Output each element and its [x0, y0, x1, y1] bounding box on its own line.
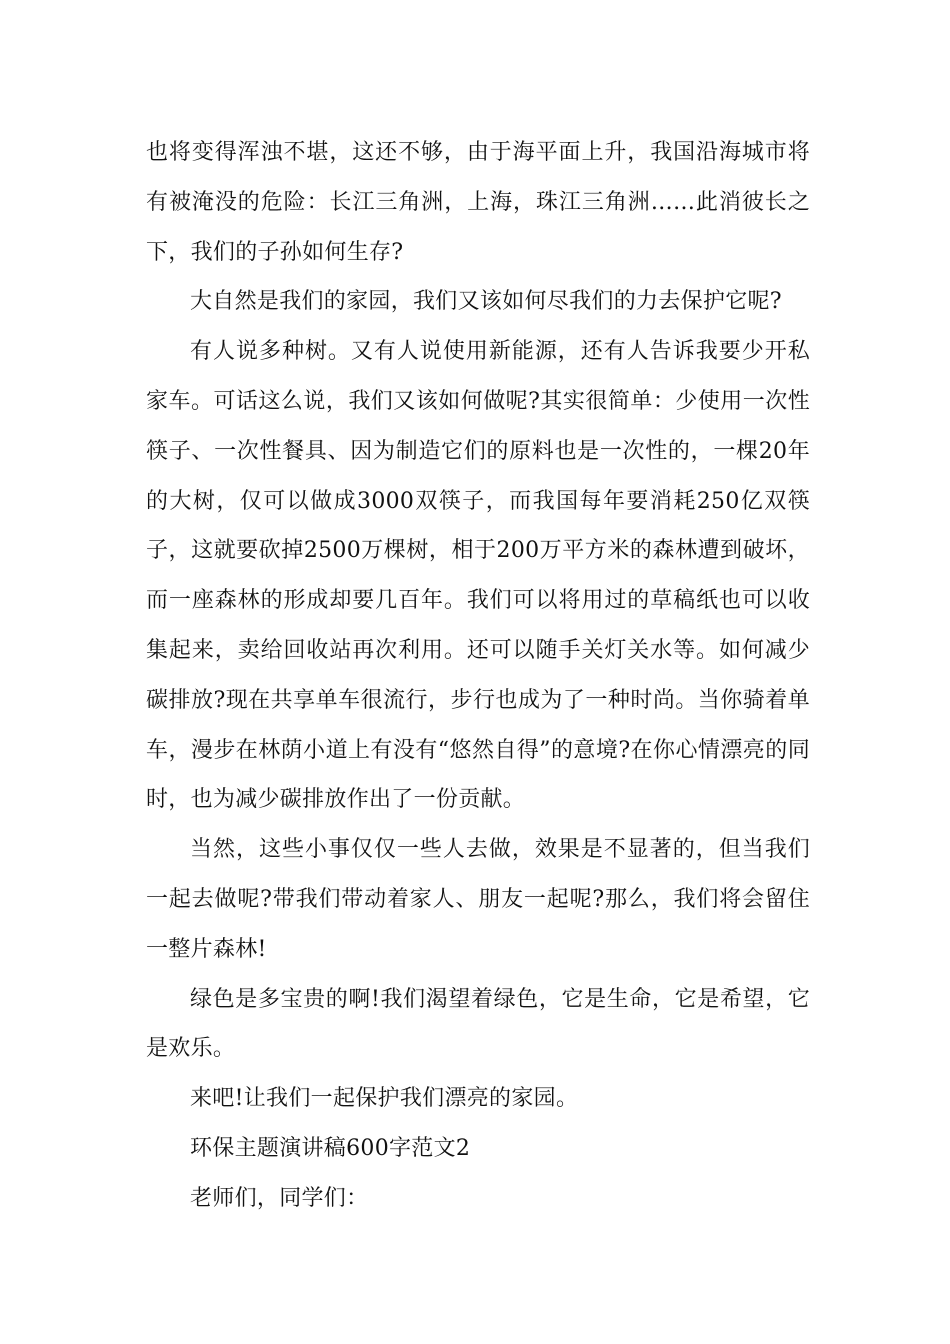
salutation: 老师们，同学们： [190, 1185, 369, 1211]
paragraph: 大自然是我们的家园，我们又该如何尽我们的力去保护它呢? [190, 289, 782, 315]
paragraph: 来吧!让我们一起保护我们漂亮的家园。 [190, 1086, 579, 1112]
paragraph: 绿色是多宝贵的啊!我们渴望着绿色，它是生命，它是希望，它是欢乐。 [146, 986, 810, 1062]
document-body [146, 128, 810, 1224]
paragraph: 有人说多种树。又有人说使用新能源，还有人告诉我要少开私家车。可话这么说，我们又该如何做呢?其实很简单：少使用一次性筷子、一次性餐具、因为制造它们的原料也是一次性的，一棵20年的大树，仅可以做成3000双筷子，而我国每年要消耗250亿双筷子，这就要砍掉2500万棵树，相于200万平方米的森林遭到破坏，而一座森林的形成却要几百年。我们可以将用过的草稿纸也可以收集起来，卖给回收站再次利用。还可以随手关灯关水等。如何减少碳排放?现在共享单车很流行，步行也成为了一种时尚。当你骑着单车，漫步在林荫小道上有没有“悠然自得”的意境?在你心情漂亮的同时，也为减少碳排放作出了一份贡献。 [146, 339, 810, 813]
paragraph-continuation: 也将变得浑浊不堪，这还不够，由于海平面上升，我国沿海城市将有被淹没的危险：长江三角洲，上海，珠江三角洲……此消彼长之下，我们的子孙如何生存? [146, 140, 810, 265]
section-title: 环保主题演讲稿600字范文2 [190, 1135, 471, 1161]
paragraph: 当然，这些小事仅仅一些人去做，效果是不显著的，但当我们一起去做呢?带我们带动着家人、朋友一起呢?那么，我们将会留住一整片森林! [146, 837, 810, 962]
